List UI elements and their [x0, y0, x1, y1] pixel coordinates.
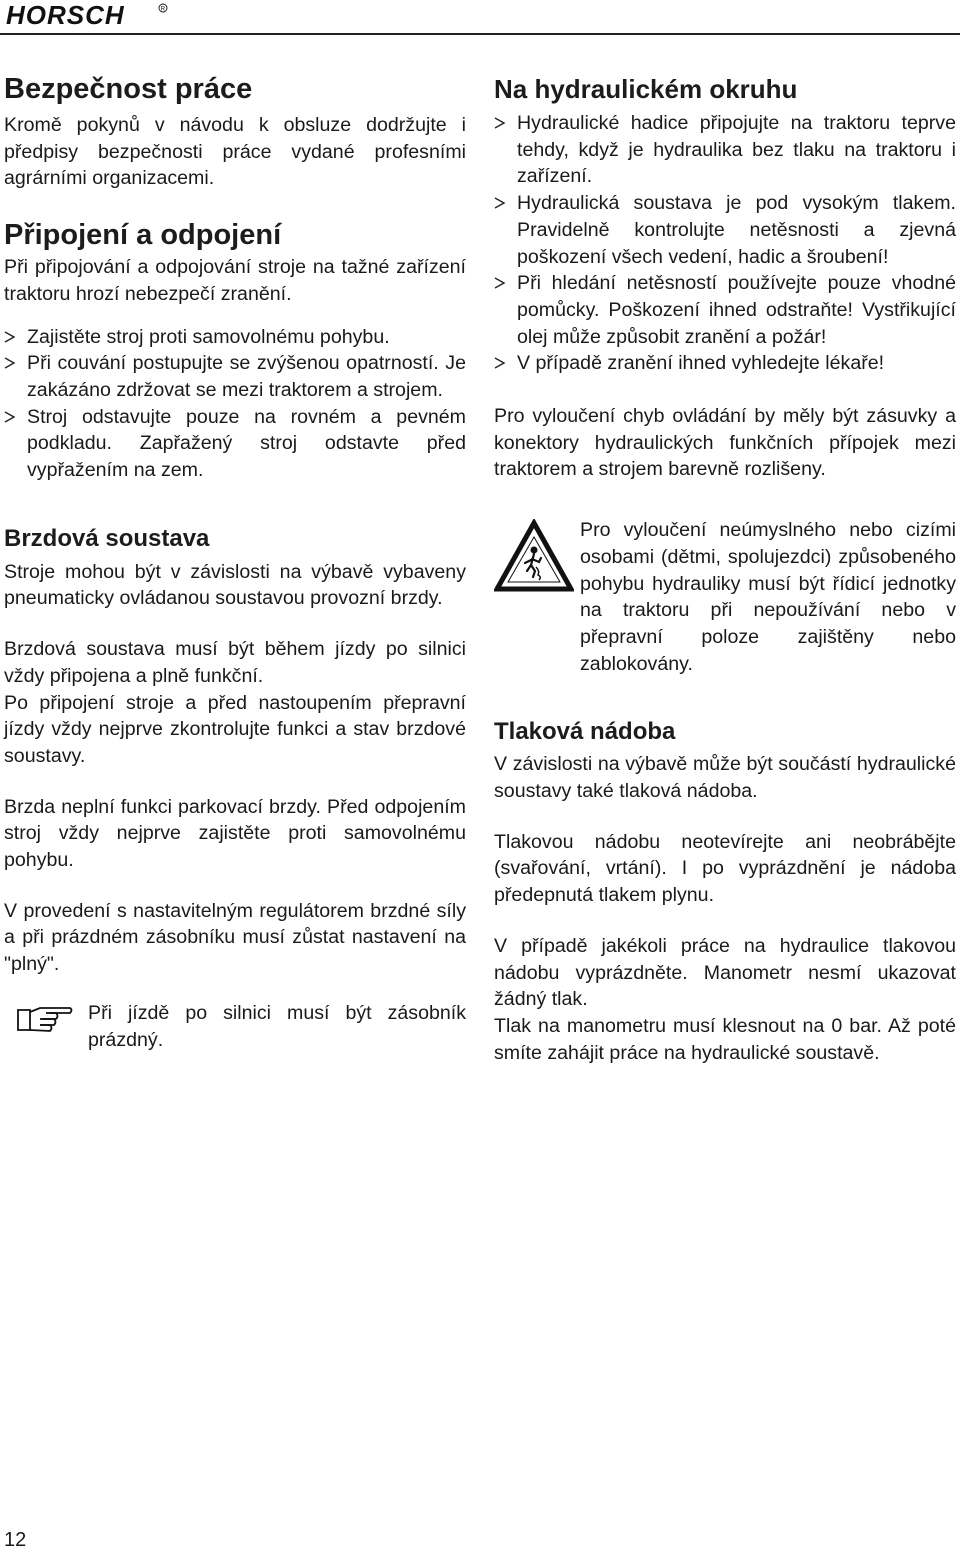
note-text: Při jízdě po silnici musí být zásobník prázdný. [88, 1001, 466, 1051]
hydraulic-coupling-text: Pro vyloučení chyb ovládání by měly být zásuvky a konektory hydraulických funkčních přípojek mezi traktorem a strojem barevně rozlišeny. [494, 405, 956, 481]
vessel-text-3: V případě jakékoli práce na hydraulice tlakovou nádobu vyprázdněte. Manometr nesmí ukazovat žádný tlak. [494, 934, 956, 1011]
list-item: Hydraulická soustava je pod vysokým tlakem. Pravidelně kontrolujte netěsnosti a zjevná poškození všech vedení, hadic a šroubení! [494, 190, 956, 270]
svg-text:R: R [160, 6, 166, 13]
brake-text-2b: Po připojení stroje a před nastoupením přepravní jízdy vždy nejprve zkontrolujte funkci a stav brzdové soustavy. [4, 691, 466, 767]
road-travel-note [4, 1000, 466, 1053]
list-item: Při couvání postupujte se zvýšenou opatrností. Je zakázáno zdržovat se mezi traktorem a strojem. [4, 350, 466, 403]
arrow-bullet-icon [4, 411, 16, 423]
hydraulic-bullet-list [494, 110, 956, 377]
left-column [4, 72, 466, 1053]
arrow-bullet-icon [494, 277, 506, 289]
warning-triangle-icon [494, 519, 574, 593]
heading-pressure-vessel: Tlaková nádoba [494, 718, 676, 746]
heading-coupling: Připojení a odpojení [4, 219, 282, 252]
right-column [494, 72, 956, 1066]
list-item: Stroj odstavujte pouze na rovném a pevném podkladu. Zapřažený stroj odstavte před vypřažením na zem. [4, 404, 466, 484]
list-item: Zajistěte stroj proti samovolnému pohybu. [4, 324, 466, 351]
coupling-text: Při připojování a odpojování stroje na tažné zařízení traktoru hrozí nebezpečí zranění. [4, 256, 466, 305]
heading-brake-system: Brzdová soustava [4, 524, 210, 552]
arrow-bullet-icon [4, 331, 16, 343]
brake-text-4: V provedení s nastavitelným regulátorem brzdné síly a při prázdném zásobníku musí zůstat nastavení na "plný". [4, 899, 466, 976]
coupling-bullet-list [4, 324, 466, 484]
svg-text:HORSCH: HORSCH [6, 2, 125, 28]
brake-text-3: Brzda neplní funkci parkovací brzdy. Před odpojením stroj vždy nejprve zajistěte proti samovolnému pohybu. [4, 795, 466, 872]
arrow-bullet-icon [494, 197, 506, 209]
vessel-text-4: Tlak na manometru musí klesnout na 0 bar. Až poté smíte zahájit práce na hydraulické soustavě. [494, 1014, 956, 1064]
arrow-bullet-icon [494, 117, 506, 129]
work-safety-text: Kromě pokynů v návodu k obsluze dodržujte i předpisy bezpečnosti práce vydané profesními agrárními organizacemi. [4, 114, 466, 190]
list-item: Při hledání netěsností používejte pouze vhodné pomůcky. Poškození ihned odstraňte! Vystřikující olej může způsobit zranění a požár! [494, 270, 956, 350]
list-item: V případě zranění ihned vyhledejte lékaře! [494, 350, 956, 377]
brake-text-1: Stroje mohou být v závislosti na výbavě vybaveny pneumaticky ovládanou soustavou provozní brzdy. [4, 560, 466, 610]
arrow-bullet-icon [4, 357, 16, 369]
hydraulic-warning [494, 517, 956, 677]
list-item: Hydraulické hadice připojujte na traktoru teprve tehdy, když je hydraulika bez tlaku na traktoru i zařízení. [494, 110, 956, 190]
brake-text-2a: Brzdová soustava musí být během jízdy po silnici vždy připojena a plně funkční. [4, 638, 466, 687]
pointing-hand-icon [16, 1004, 74, 1034]
vessel-text-2: Tlakovou nádobu neotevírejte ani neobrábějte (svařování, vrtání). I po vyprázdnění je nádoba předepnutá tlakem plynu. [494, 830, 956, 907]
header-rule [0, 33, 960, 35]
vessel-text-1: V závislosti na výbavě může být součástí hydraulické soustavy také tlaková nádoba. [494, 753, 956, 803]
heading-work-safety: Bezpečnost práce [4, 73, 253, 105]
warning-text: Pro vyloučení neúmyslného nebo cizími osobami (dětmi, spolujezdci) způsobeného pohybu hydrauliky musí být řídicí jednotky na traktoru při nepoužívání nebo v přepravní poloze zajištěny nebo zablokovány. [580, 519, 956, 675]
heading-hydraulic-circuit: Na hydraulickém okruhu [494, 74, 798, 104]
page-number: 12 [4, 1529, 27, 1551]
horsch-logo [4, 2, 169, 28]
arrow-bullet-icon [494, 357, 506, 369]
